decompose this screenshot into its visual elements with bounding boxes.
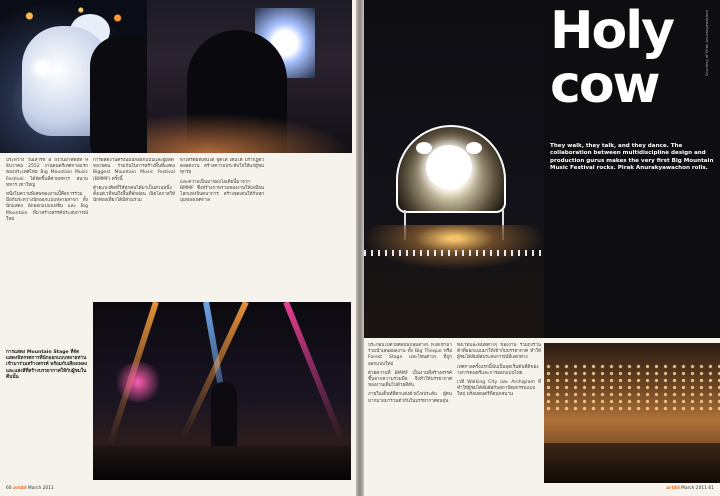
left-body-column-2	[93, 158, 175, 300]
title-block	[544, 0, 720, 338]
folio-right	[666, 486, 714, 491]
paragraph: ปีระหว่าง วันเสาร์ที่ 8 ถึงวันอาทิตย์ที่ 9 ธันวาคม 2552 งานดนตรีเทศกาลแรกของประเทศไทย Big Mountain Music Festival ได้จัดขึ้นที่ค่ายทหาร สนามทหาร เขาใหญ่	[6, 158, 88, 188]
paragraph: ภายในเต็นท์ที่ตกแต่งด้วยไฟประดับ ผู้คนมากมายมารวมตัวกันในบรรยากาศอบอุ่น	[368, 392, 452, 404]
right-body-column-2	[457, 343, 541, 483]
article-deck: They walk, they talk, and they dance. The collaboration between multidiscipline design and production gurus makes the very first Big Mountain Music Festival rocks. Pirak Anurakyawachon rolls.	[550, 143, 714, 172]
paragraph: ประกอบไปด้วยศิลปินกลุ่มต่างๆ ที่ได้เข้ามาร่วมนำเสนอผลงาน ทั้ง Big Theque หรือ Forest Stage และโซนต่างๆ ที่ถูกออกแบบใหม่	[368, 343, 452, 367]
magazine-name: art4d	[666, 486, 680, 491]
paragraph: หนึ่งในความพิเศษของงานนี้คือการร่วมมือกันระหว่างนักออกแบบหลายสาขา ทั้งนักแสดง นักออกแบบแฟชั่น และ Big Mountain ที่มาสร้างสรรค์ประสบการณ์ใหม่	[6, 192, 88, 222]
gutter	[356, 0, 364, 496]
photo-caption: การแสดง Mountain Stage ที่จัดแสดงนิทรรศการที่นักออกแบบหลายท่านเข้ามาร่วมสร้างสรรค์ พร้อมกับเสียงเพลงและแสงสีที่สร้างบรรยากาศให้กับผู้ชมในคืนนั้น	[6, 350, 88, 380]
issue-date: March 2011	[681, 486, 707, 491]
photo-credit: Courtesy of Pirak Anurakyawachon	[704, 10, 709, 77]
right-page	[364, 0, 720, 496]
left-body-column-3	[180, 158, 264, 300]
paragraph: ด้วยแนวคิดที่ให้ทุกคนได้มาเป็นส่วนหนึ่ง ตั้งแต่เวทีจนถึงพื้นที่พักผ่อน เปิดโอกาสให้นักท่องเที่ยวได้มีส่วนร่วม	[93, 185, 175, 204]
folio-left	[6, 486, 54, 491]
paragraph: เวที Walking City และ Archigram ที่ทำให้ผู้ชมได้สัมผัสกับสถาปัตยกรรมแบบใหม่ พร้อมดนตรีที่สนุกสนาน	[457, 380, 541, 398]
costume-photo	[0, 0, 147, 153]
left-page	[0, 0, 358, 496]
magazine-name: art4d	[13, 486, 27, 491]
paragraph: การผลิตงานครั้งนี้มีนักออกแบบและผู้ผลิตหลายคน ร่วมกันในการสร้างพื้นที่แสดง Biggest Mountain Music Festival (BMMF) ครั้งนี้	[93, 158, 175, 182]
right-body-column-1	[368, 343, 452, 483]
issue-date: March 2011	[27, 486, 54, 491]
left-body-column-1	[6, 158, 88, 348]
paragraph: ทั้งเวทีและพื้นที่ต่างๆ ของงาน รวมถึงร้านค้าที่ออกแบบมาให้เข้ากับบรรยากาศ ทำให้ผู้ชมได้สัมผัสประสบการณ์ที่แตกต่าง	[457, 343, 541, 361]
page-number: 60	[6, 486, 12, 491]
paragraph: และความเป็นมาของไอเดียนี้มาจาก BMMF ซึ่งสร้างภาพรวมของงานให้เหมือนโลกแห่งจินตนาการ สร้างจุดเด่นให้กับทุกมุมของเทศกาล	[180, 179, 264, 204]
paragraph: ด้วยความที่ BMMF เป็นงานที่สร้างสรรค์ขึ้นจากความร่วมมือ จึงทำให้บรรยากาศของงานเต็มไปด้วยสีสัน	[368, 370, 452, 389]
stage-photo	[93, 302, 351, 480]
page-number: 61	[708, 486, 714, 491]
headline-line-2: cow	[550, 55, 659, 115]
tent-photo	[544, 343, 720, 483]
crowd-photo	[147, 0, 352, 153]
paragraph: เทศกาลครั้งแรกนี้นับเป็นจุดเริ่มต้นที่ดีของวงการดนตรีและการออกแบบไทย	[457, 364, 539, 376]
headline-line-1: Holy	[550, 1, 673, 61]
spaceship-stage-photo	[364, 0, 544, 338]
paragraph: พาเหรดผีที่เดินได้ พูดได้ เต้นได้ ปรากฏตัวตลอดงาน สร้างความประทับใจให้แก่ผู้ชมทุกวัย	[180, 158, 264, 176]
